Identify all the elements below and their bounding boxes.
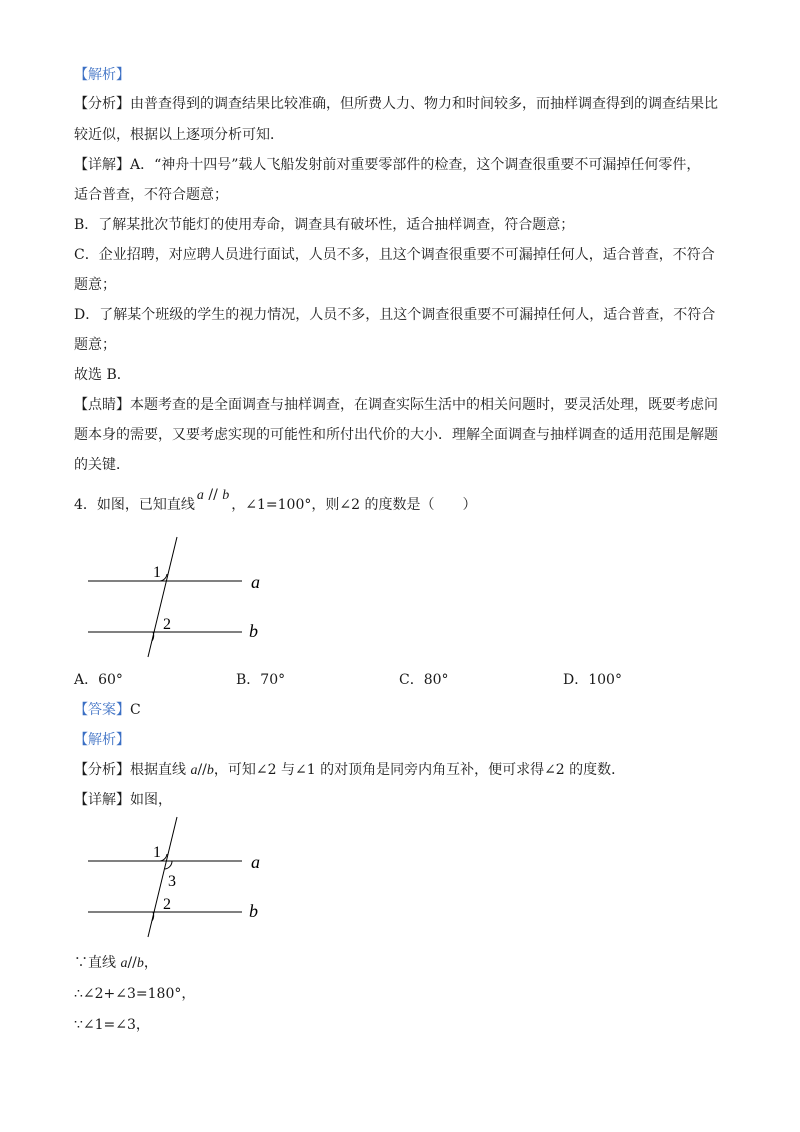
fenxi-tag: 【分析】 — [74, 96, 130, 112]
parallel-lines-figure — [80, 533, 280, 663]
option-d[interactable]: D．100° — [563, 672, 622, 688]
angle-1-arc — [160, 574, 167, 581]
step-1-line-b: b — [136, 956, 144, 971]
step-1-post: ， — [143, 955, 158, 971]
option-b[interactable]: B．70° — [236, 672, 286, 688]
angle-2-label: 2 — [163, 896, 171, 913]
line-b-label: b — [249, 901, 258, 921]
dianjing-text: 本题考查的是全面调查与抽样调查，在调查实际生活中的相关问题时，要灵活处理，既要考虑问 — [130, 397, 718, 413]
q4-fenxi-post: ，可知∠2 与∠1 的对顶角是同旁内角互补，便可求得∠2 的度数． — [213, 762, 626, 778]
option-a[interactable]: A．60° — [74, 672, 123, 688]
fenxi-text-2: 较近似，根据以上逐项分析可知． — [74, 127, 284, 143]
step-1-line-a: a — [120, 956, 128, 971]
question-rest: ，∠1=100°，则∠2 的度数是（ ） — [231, 497, 477, 513]
option-d-analysis-2: 题意； — [74, 337, 116, 353]
angle-2-label: 2 — [163, 616, 171, 633]
q4-fenxi-tag: 【分析】 — [74, 762, 130, 778]
q4-fenxi-paragraph — [74, 761, 625, 780]
xiangjie-text-2: 适合普查，不符合题意； — [74, 187, 228, 203]
jiexi-heading: 【解析】 — [74, 67, 130, 83]
option-c-analysis: C．企业招聘，对应聘人员进行面试，人员不多，且这个调查很重要不可漏掉任何人，适合普查，不符合 — [74, 247, 715, 263]
line-b-symbol: b — [222, 488, 230, 503]
xiangjie-paragraph — [74, 156, 700, 174]
dianjing-text-3: 的关键． — [74, 457, 130, 473]
answer-value: C — [130, 702, 141, 718]
angle-1-label: 1 — [153, 564, 161, 581]
step-2: ∴∠2+∠3=180°， — [74, 986, 196, 1002]
step-1 — [74, 954, 158, 973]
option-b-analysis: B．了解某批次节能灯的使用寿命，调查具有破坏性，适合抽样调查，符合题意； — [74, 217, 575, 233]
angle-1-label: 1 — [153, 844, 161, 861]
fenxi-paragraph — [74, 95, 718, 113]
xiangjie-tag: 【详解】 — [74, 157, 130, 173]
dianjing-tag: 【点睛】 — [74, 397, 130, 413]
question-4-stem — [74, 487, 477, 515]
option-c-analysis-2: 题意； — [74, 277, 116, 293]
q4-jiexi-heading: 【解析】 — [74, 732, 130, 748]
option-c[interactable]: C．80° — [399, 672, 449, 688]
line-a-label: a — [251, 572, 260, 592]
fenxi-line-b: b — [206, 763, 214, 778]
fenxi-line-a: a — [190, 763, 198, 778]
dianjing-text-2: 题本身的需要，又要考虑实现的可能性和所付出代价的大小．理解全面调查与抽样调查的适用范围是解题 — [74, 427, 718, 443]
q4-fenxi-pre: 根据直线 — [130, 762, 186, 778]
answer-line — [74, 701, 141, 719]
line-a-symbol: a — [196, 488, 204, 503]
parallel-symbol: // — [208, 487, 218, 503]
step-3: ∵∠1=∠3， — [74, 1017, 150, 1033]
q4-xiangjie-text: 如图， — [130, 792, 172, 808]
fenxi-text: 由普查得到的调查结果比较准确，但所费人力、物力和时间较多，而抽样调查得到的调查结果比 — [130, 96, 718, 112]
choice-conclusion: 故选 B． — [74, 367, 131, 383]
dianjing-paragraph — [74, 396, 718, 414]
parallel-expression — [195, 486, 231, 505]
q4-xiangjie-tag: 【详解】 — [74, 792, 130, 808]
step-1-parallel: // — [127, 955, 137, 971]
angle-3-label: 3 — [168, 873, 176, 890]
q4-xiangjie-paragraph — [74, 791, 172, 809]
parallel-lines-figure-with-angle-3 — [80, 813, 280, 943]
transversal — [148, 537, 177, 657]
angle-1-arc — [160, 854, 167, 861]
xiangjie-text: A．“神舟十四号”载人飞船发射前对重要零部件的检查，这个调查很重要不可漏掉任何零件， — [130, 157, 701, 173]
answer-tag: 【答案】 — [74, 702, 130, 718]
line-a-label: a — [251, 852, 260, 872]
line-b-label: b — [249, 621, 258, 641]
fenxi-parallel: // — [197, 762, 207, 778]
step-1-pre: ∵直线 — [74, 955, 116, 971]
option-d-analysis: D．了解某个班级的学生的视力情况，人员不多，且这个调查很重要不可漏掉任何人，适合普查，不符合 — [74, 307, 716, 323]
question-prefix: 4．如图，已知直线 — [74, 497, 195, 513]
